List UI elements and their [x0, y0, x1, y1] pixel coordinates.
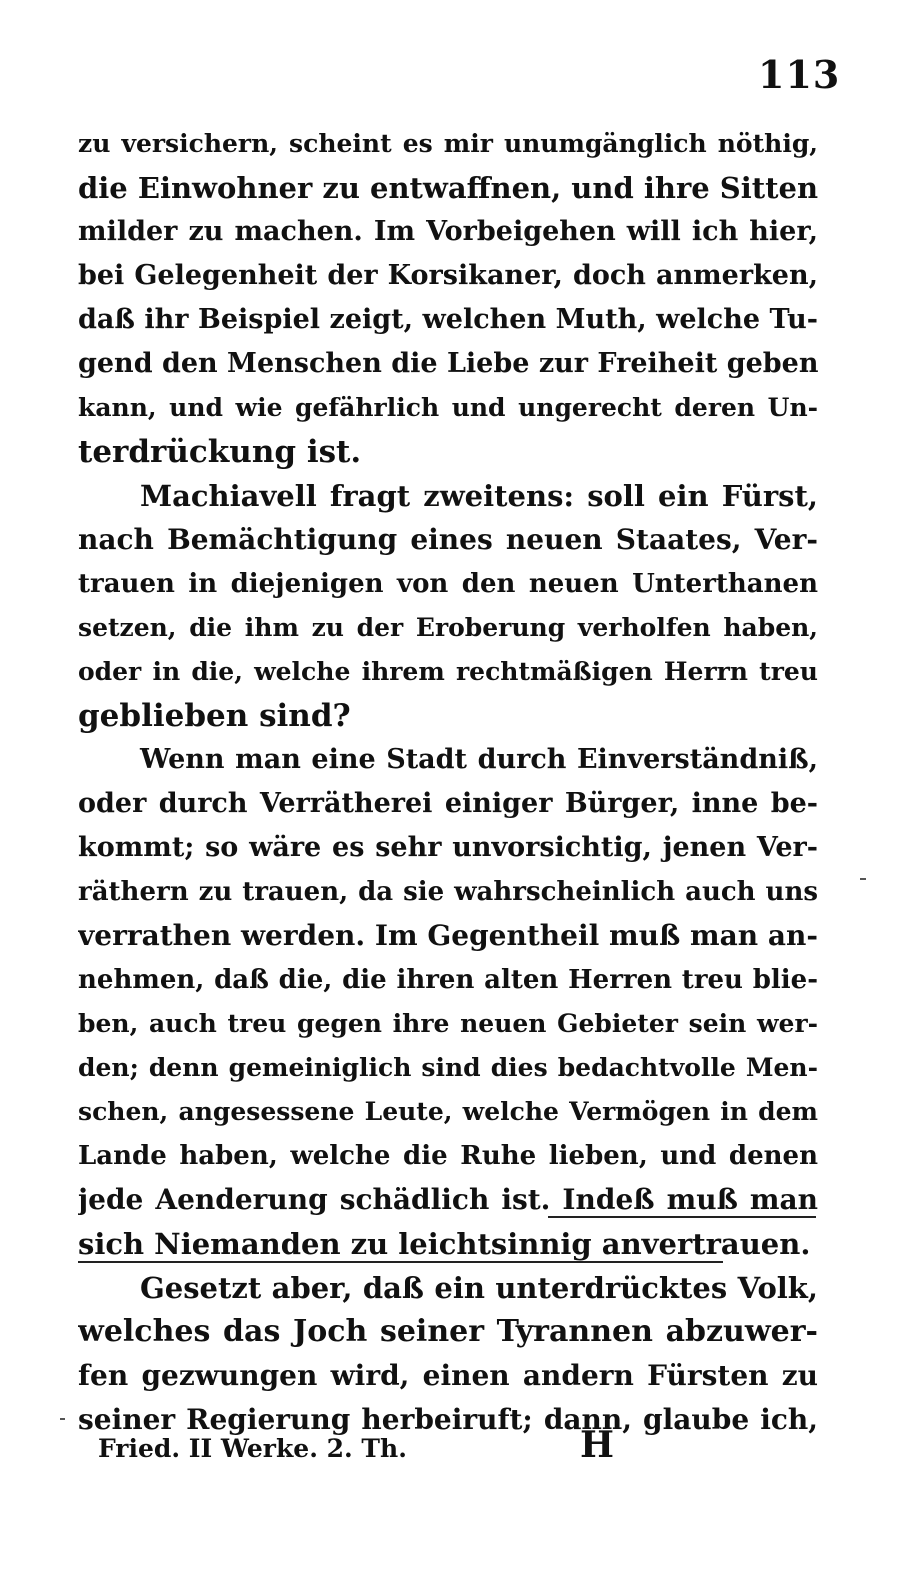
text-line: räthern zu trauen, da sie wahrscheinlich auch uns	[78, 877, 818, 907]
text-line: gend den Menschen die Liebe zur Freiheit geben	[78, 348, 818, 379]
text-line: schen, angesessene Leute, welche Vermögen in dem	[78, 1097, 818, 1126]
handwritten-underline	[78, 1261, 723, 1263]
page-number: 113	[758, 52, 841, 97]
text-line: ben, auch treu gegen ihre neuen Gebieter sein wer-	[78, 1009, 818, 1038]
text-line: nach Bemächtigung eines neuen Staates, Ver-	[78, 523, 818, 556]
ink-speck	[60, 1418, 65, 1420]
handwritten-underline	[548, 1216, 816, 1218]
text-line: kann, und wie gefährlich und ungerecht deren Un-	[78, 393, 818, 422]
text-line: oder durch Verrätherei einiger Bürger, inne be-	[78, 788, 818, 819]
text-line: Lande haben, welche die Ruhe lieben, und denen	[78, 1141, 818, 1171]
text-line: bei Gelegenheit der Korsikaner, doch anmerken,	[78, 260, 818, 291]
text-line: setzen, die ihm zu der Eroberung verholfen haben,	[78, 613, 818, 642]
paragraph-start-line: Gesetzt aber, daß ein unterdrücktes Volk,	[140, 1271, 818, 1305]
text-line: nehmen, daß die, die ihren alten Herren treu blie-	[78, 965, 818, 995]
text-line: kommt; so wäre es sehr unvorsichtig, jenen Ver-	[78, 832, 818, 863]
signature-mark: H	[580, 1424, 615, 1466]
signature-footer: Fried. II Werke. 2. Th.	[98, 1434, 407, 1463]
ink-speck	[860, 878, 866, 880]
text-line: sich Niemanden zu leichtsinnig anvertrauen.	[78, 1227, 811, 1261]
paragraph-start-line: Wenn man eine Stadt durch Einverständniß,	[140, 744, 818, 775]
text-line: seiner Regierung herbeiruft; dann, glaube ich,	[78, 1403, 818, 1436]
text-line: oder in die, welche ihrem rechtmäßigen Herrn treu	[78, 657, 818, 686]
text-line: die Einwohner zu entwaffnen, und ihre Sitten	[78, 171, 818, 205]
text-line: milder zu machen. Im Vorbeigehen will ich hier,	[78, 216, 818, 247]
text-line: jede Aenderung schädlich ist. Indeß muß man	[78, 1183, 818, 1216]
text-line: den; denn gemeiniglich sind dies bedachtvolle Men-	[78, 1053, 818, 1082]
text-line: terdrückung ist.	[78, 434, 362, 470]
text-line: zu versichern, scheint es mir unumgänglich nöthig,	[78, 129, 818, 158]
text-line: verrathen werden. Im Gegentheil muß man an-	[78, 919, 818, 952]
text-line: fen gezwungen wird, einen andern Fürsten zu	[78, 1359, 818, 1392]
text-line: geblieben sind?	[78, 698, 351, 734]
body-text	[78, 122, 818, 1442]
text-line: daß ihr Beispiel zeigt, welchen Muth, welche Tu-	[78, 304, 818, 335]
text-line: trauen in diejenigen von den neuen Unterthanen	[78, 569, 818, 599]
paragraph-start-line: Machiavell fragt zweitens: soll ein Fürst,	[140, 479, 818, 513]
text-line: welches das Joch seiner Tyrannen abzuwer-	[78, 1314, 818, 1349]
